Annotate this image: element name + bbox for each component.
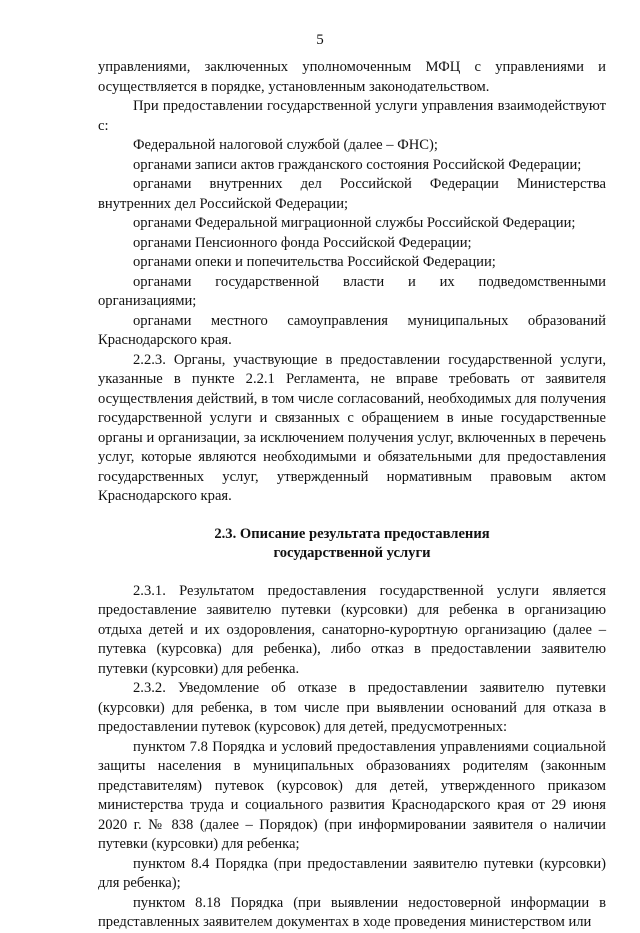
paragraph: пунктом 8.4 Порядка (при предоставлении заявителю путевки (курсовки) для ребенка); xyxy=(98,855,606,891)
list-item: органами опеки и попечительства Российской Федерации; xyxy=(133,254,496,270)
page-number: 5 xyxy=(316,32,324,48)
list-item: органами записи актов гражданского состояния Российской Федерации; xyxy=(133,156,582,173)
paragraph: управлениями, заключенных уполномоченным МФЦ с управлениями и осуществляется в порядке, установленным законодательством. xyxy=(98,59,606,95)
list-item: органами Федеральной миграционной службы Российской Федерации; xyxy=(133,215,576,231)
document-body xyxy=(98,58,606,933)
paragraph: пунктом 7.8 Порядка и условий предоставления управлениями социальной защиты населения в муниципальных образованиях родителям (законным представителям) путевок (курсовок) для детей, утвержденного приказом министерства труда и социального развития Краснодарского края от 29 июня 2020 г. № 838 (далее – Порядок) (при информировании заявителя о наличии путевки (курсовки) для ребенка; xyxy=(98,738,606,852)
list-item: Федеральной налоговой службой (далее – ФНС); xyxy=(133,137,438,153)
list-item: органами Пенсионного фонда Российской Федерации; xyxy=(133,234,472,251)
paragraph: 2.3.2. Уведомление об отказе в предоставлении заявителю путевки (курсовки) для ребенка, в том числе при выявлении оснований для отказа в предоставлении путевок (курсовок) для детей, предусмотренных: xyxy=(98,680,606,735)
list-item: органами местного самоуправления муниципальных образований Краснодарского края. xyxy=(98,312,606,348)
section-heading-line: 2.3. Описание результата предоставления xyxy=(214,525,490,542)
paragraph: пунктом 8.18 Порядка (при выявлении недостоверной информации в представленных заявителем документах в ходе проведения министерством или xyxy=(98,894,606,930)
list-item: органами государственной власти и их подведомственными организациями; xyxy=(98,273,606,309)
section-heading-line: государственной услуги xyxy=(273,545,431,561)
paragraph: 2.2.3. Органы, участвующие в предоставлении государственной услуги, указанные в пункте 2.2.1 Регламента, не вправе требовать от заявителя осуществления действий, в том числе согласований, необходимых для получения государственной услуги и связанных с обращением в иные государственные органы и организации, за исключением получения услуг, включенных в перечень услуг, которые являются необходимыми и обязательными для предоставления государственных услуг, утвержденный нормативным правовым актом Краснодарского края. xyxy=(98,351,606,504)
paragraph: При предоставлении государственной услуги управления взаимодействуют с: xyxy=(98,98,606,134)
section-heading xyxy=(98,525,606,564)
list-item: органами внутренних дел Российской Федерации Министерства внутренних дел Российской Федерации; xyxy=(98,176,606,212)
paragraph: 2.3.1. Результатом предоставления государственной услуги является предоставление заявителю путевки (курсовки) для ребенка в организацию отдыха детей и их оздоровления, санаторно-курортную организацию (далее – путевка (курсовка) для ребенка), либо отказ в предоставлении заявителю путевки (курсовки) для ребенка. xyxy=(98,582,606,677)
